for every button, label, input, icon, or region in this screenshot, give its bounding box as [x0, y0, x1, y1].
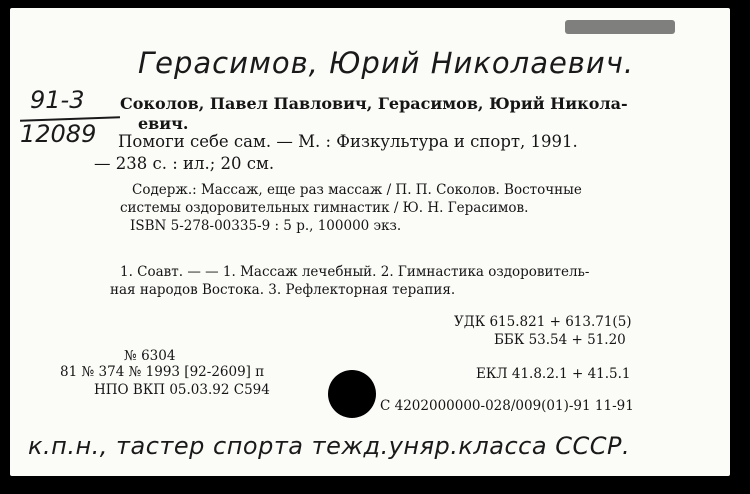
punch-hole: [328, 370, 376, 418]
stamp-smudge: [565, 20, 675, 34]
call-number-1: 91-3: [30, 86, 85, 114]
contents-line1: Содерж.: Массаж, еще раз массаж / П. П. Соколов. Восточные: [132, 182, 582, 198]
udk-index: УДК 615.821 + 613.71(5): [454, 314, 632, 330]
npo-line: НПО ВКП 05.03.92 С594: [94, 382, 270, 398]
card-heading-line1: Соколов, Павел Павлович, Герасимов, Юрий Никола-: [120, 94, 628, 113]
physical-description: — 238 с. : ил.; 20 см.: [94, 154, 275, 173]
subjects-line2: ная народов Востока. 3. Рефлекторная терапия.: [110, 282, 456, 298]
ekl-index: ЕКЛ 41.8.2.1 + 41.5.1: [476, 366, 631, 382]
subjects-line1: 1. Соавт. — — 1. Массаж лечебный. 2. Гимнастика оздоровитель-: [120, 264, 590, 280]
code-line: С 4202000000-028/009(01)-91 11-91: [380, 398, 634, 414]
card-number: № 6304: [124, 348, 176, 364]
contents-line2: системы оздоровительных гимнастик / Ю. Н. Герасимов.: [120, 200, 529, 216]
registry-line: 81 № 374 № 1993 [92-2609] п: [60, 364, 265, 380]
isbn-line: ISBN 5-278-00335-9 : 5 р., 100000 экз.: [130, 218, 402, 234]
call-number-2: 12089: [20, 120, 97, 148]
catalog-card: [10, 8, 730, 476]
handwritten-author: Герасимов, Юрий Николаевич.: [138, 46, 635, 80]
bbk-index: ББК 53.54 + 51.20: [494, 332, 626, 348]
card-heading-line2: евич.: [138, 114, 189, 133]
title-line: Помоги себе сам. — М. : Физкультура и спорт, 1991.: [118, 132, 578, 151]
handwritten-footer-note: к.п.н., тастер спорта тежд.уняр.класса СССР.: [28, 432, 631, 460]
